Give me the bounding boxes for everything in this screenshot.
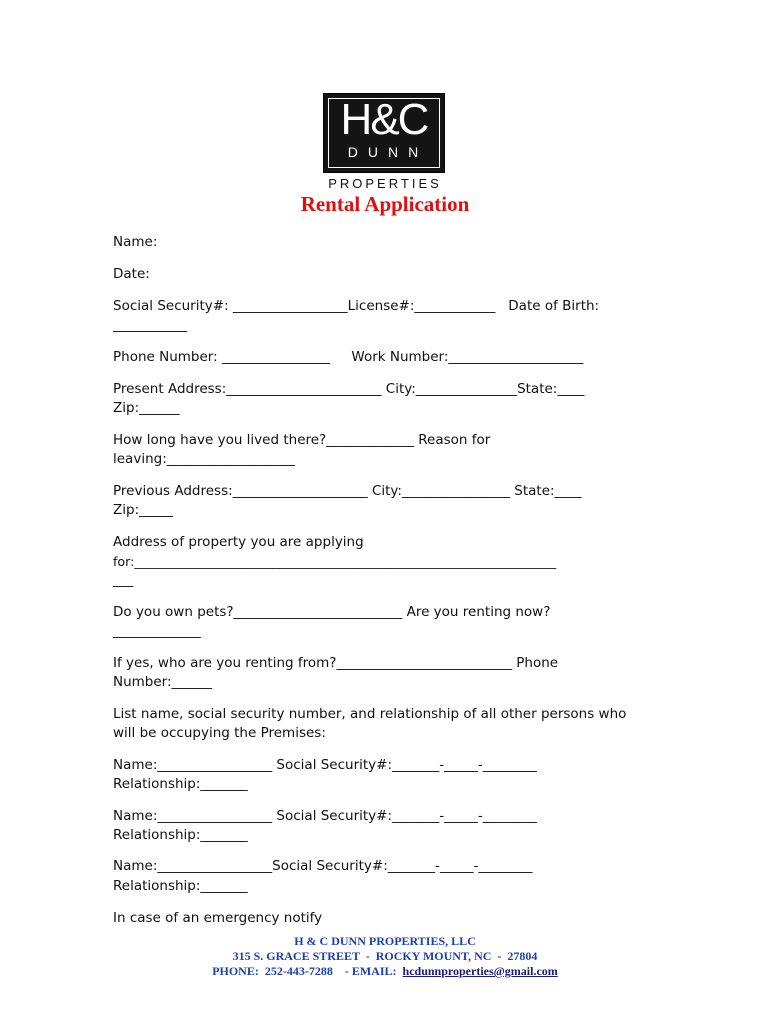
footer-phone: PHONE: 252-443-7288 - EMAIL:: [212, 964, 403, 978]
occupant-1-name-ssn-field[interactable]: Name:_________________ Social Security#:_______-_____-________: [113, 757, 537, 773]
name-field[interactable]: Name:: [113, 234, 158, 250]
previous-address-field[interactable]: Previous Address:____________________ City:________________ State:____: [113, 483, 582, 499]
footer-address: 315 S. GRACE STREET - ROCKY MOUNT, NC - 27804: [232, 949, 538, 963]
previous-zip-field[interactable]: Zip:_____: [113, 502, 173, 518]
renting-now-field[interactable]: _____________: [113, 623, 201, 639]
present-zip-field[interactable]: Zip:______: [113, 400, 180, 416]
page-title: Rental Application: [300, 192, 470, 216]
ssn-license-dob-field[interactable]: Social Security#: _________________License#:____________ Date of Birth:: [113, 298, 600, 314]
how-long-field[interactable]: How long have you lived there?_____________ Reason for: [113, 432, 491, 448]
occupant-2-name-ssn-field[interactable]: Name:_________________ Social Security#:_______-_____-________: [113, 808, 537, 824]
landlord-phone-field[interactable]: Number:______: [113, 674, 213, 690]
occupant-1-relationship-field[interactable]: Relationship:_______: [113, 776, 248, 792]
occupants-instructions: List name, social security number, and relationship of all other persons who: [113, 706, 627, 722]
occupants-instructions-continued: will be occupying the Premises:: [113, 725, 326, 741]
logo-name: DUNN: [347, 144, 429, 160]
phone-field[interactable]: Phone Number: ________________ Work Number:____________________: [113, 349, 584, 365]
dob-field-continued[interactable]: ___________: [113, 317, 188, 333]
footer-company: H & C DUNN PROPERTIES, LLC: [294, 934, 476, 948]
date-field[interactable]: Date:: [113, 266, 150, 282]
footer-contact: [0, 964, 770, 979]
company-logo: [323, 93, 445, 173]
property-address-field-continued[interactable]: ___: [113, 572, 134, 588]
emergency-contact-label: In case of an emergency notify: [113, 910, 323, 926]
occupant-2-relationship-field[interactable]: Relationship:_______: [113, 827, 248, 843]
present-address-field[interactable]: Present Address:_______________________ City:_______________State:____: [113, 381, 585, 397]
property-address-field[interactable]: for:___________________________________________________________________: [113, 554, 557, 569]
footer-email-link[interactable]: hcdunnproperties@gmail.com: [402, 964, 558, 978]
property-label: Address of property you are applying: [113, 534, 364, 550]
reason-leaving-field[interactable]: leaving:___________________: [113, 451, 295, 467]
logo-tagline: PROPERTIES: [328, 176, 442, 191]
occupant-3-name-ssn-field[interactable]: Name:_________________Social Security#:_______-_____-________: [113, 858, 533, 874]
pets-field[interactable]: Do you own pets?_________________________ Are you renting now?: [113, 604, 551, 620]
renting-from-field[interactable]: If yes, who are you renting from?__________________________ Phone: [113, 655, 559, 671]
occupant-3-relationship-field[interactable]: Relationship:_______: [113, 878, 248, 894]
logo-initials: H&C: [340, 95, 428, 144]
